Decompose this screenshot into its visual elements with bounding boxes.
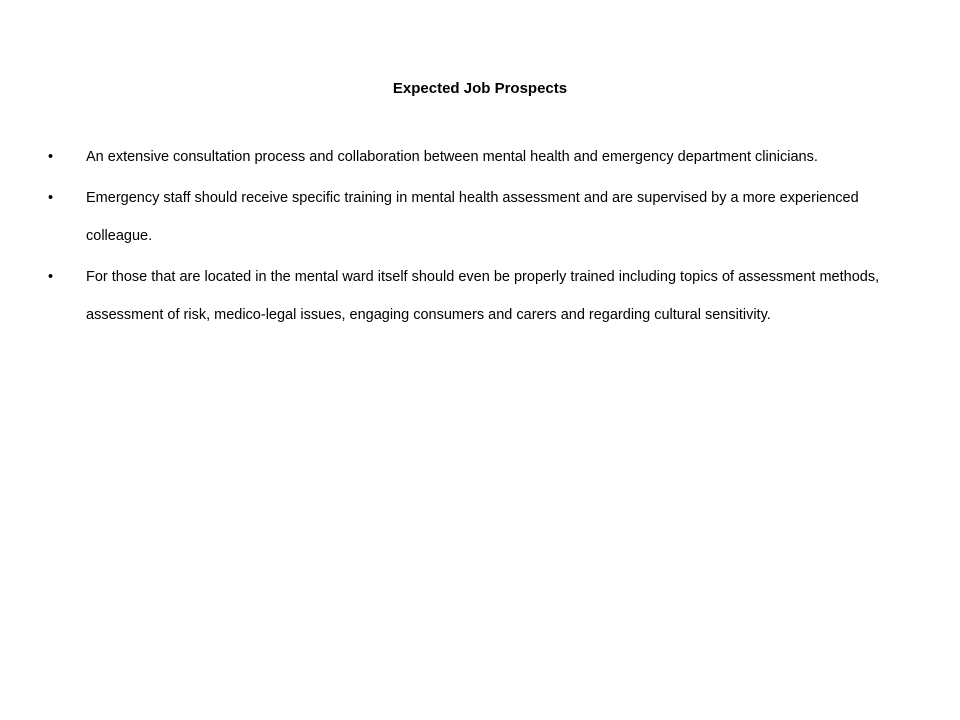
bullet-text: An extensive consultation process and collaboration between mental health and emergency department clinicians. (86, 149, 818, 165)
bullet-text: Emergency staff should receive specific training in mental health assessment and are supervised by a more experienced colleague. (86, 189, 859, 244)
bullet-icon: • (48, 189, 54, 206)
bullet-text: For those that are located in the mental ward itself should even be properly trained including topics of assessment methods, assessment of risk, medico-legal issues, engaging consumers and carers and regarding cultural sensitivity. (86, 268, 880, 323)
bullet-item (48, 138, 908, 177)
bullet-icon: • (48, 149, 54, 165)
bullet-item (48, 258, 908, 335)
slide-title: Expected Job Prospects (392, 80, 568, 97)
bullet-item (48, 179, 908, 256)
bullet-list (48, 138, 908, 335)
bullet-icon: • (48, 268, 54, 285)
